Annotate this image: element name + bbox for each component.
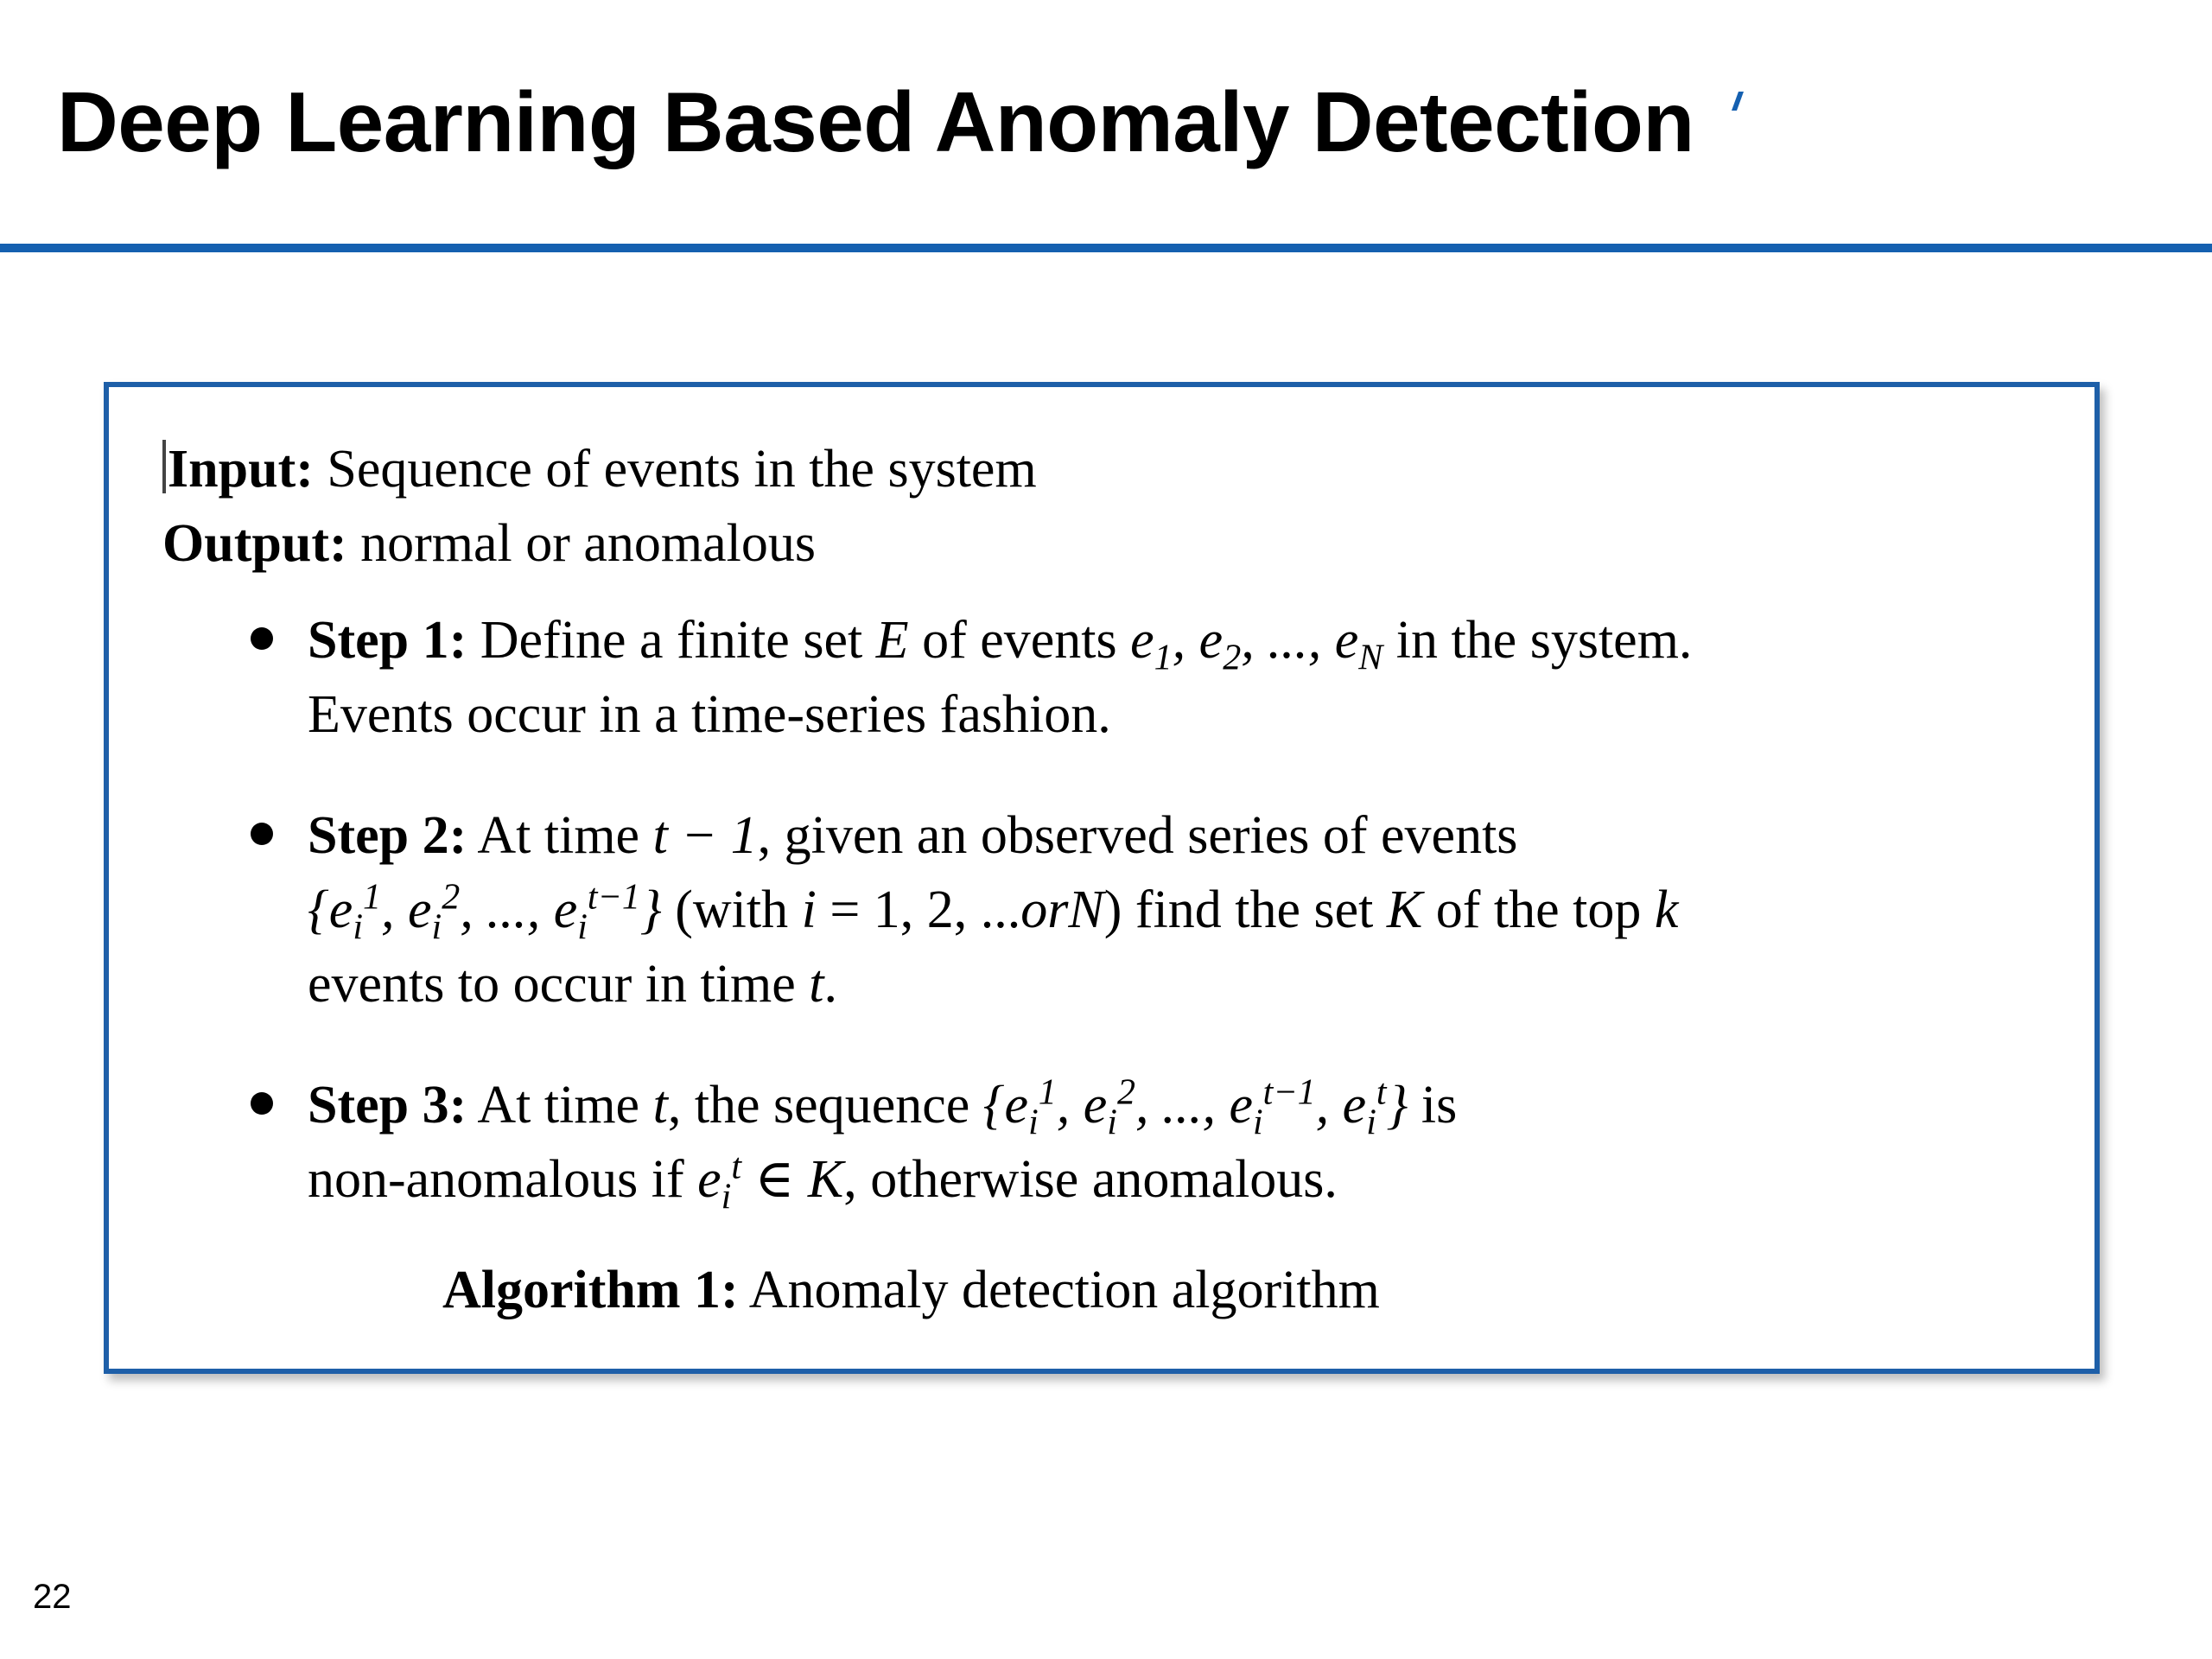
math-events: $e_1$, $e_2$, ..., $e_N$ [1130, 611, 1383, 678]
bullet-icon [251, 823, 273, 845]
title-divider [0, 244, 2212, 252]
math-series: {$e_i^1$, $e_i^2$, ..., $e_i^{t-1}$} [308, 877, 662, 948]
step-item-3 [308, 1068, 2063, 1217]
step-item-1 [308, 603, 2063, 752]
step-text: is [1421, 1076, 1458, 1135]
output-label: Output: [162, 514, 347, 573]
text-cursor [162, 440, 166, 493]
step-label: Step 1: [308, 611, 467, 670]
step-text: At time [477, 1076, 640, 1135]
math-with-clause: (with i = 1, 2, ...orN) [675, 880, 1122, 939]
math-sequence: {$e_i^1$, $e_i^2$, ..., $e_i^{t-1}$, $e_i^t$} [982, 1072, 1408, 1143]
input-line [162, 432, 2063, 506]
step-text: , otherwise anomalous. [843, 1150, 1338, 1209]
input-text: Sequence of events in the system [327, 440, 1037, 499]
step-label: Step 3: [308, 1076, 467, 1135]
output-line [162, 506, 2063, 581]
math-set-e: E [875, 611, 909, 670]
math-top-k: k [1654, 880, 1679, 939]
math-condition: $e_i^t$ ∈ K [697, 1147, 844, 1217]
step-text: in the system. [1395, 611, 1693, 670]
step-text: non-anomalous if [308, 1150, 684, 1209]
caption-label: Algorithm 1: [442, 1261, 739, 1319]
bullet-icon [251, 627, 273, 650]
title-mark [1732, 92, 1744, 111]
output-text: normal or anomalous [360, 514, 816, 573]
step-text: of events [922, 611, 1117, 670]
slide-title: Deep Learning Based Anomaly Detection [57, 74, 1694, 169]
step-item-2 [308, 798, 2063, 1021]
step-text: Define a finite set [480, 611, 863, 670]
step-list [162, 603, 2063, 1217]
bullet-icon [251, 1092, 273, 1115]
step-text: At time [477, 806, 640, 865]
step-text: , given an observed series of events [757, 806, 1518, 865]
step-text: , the sequence [667, 1076, 970, 1135]
step-text: . [823, 955, 837, 1014]
algorithm-content [162, 432, 2063, 1263]
math-time: t [652, 1076, 668, 1135]
step-text: find the set [1135, 880, 1374, 939]
math-time: t [809, 955, 824, 1014]
step-label: Step 2: [308, 806, 467, 865]
caption-text: Anomaly detection algorithm [748, 1261, 1380, 1319]
math-time-prev: t − 1 [652, 806, 758, 865]
algorithm-box [104, 382, 2100, 1374]
step-text: of the top [1435, 880, 1642, 939]
step-text: events to occur in time [308, 955, 796, 1014]
page-number: 22 [33, 1578, 72, 1616]
algorithm-caption [109, 1253, 2094, 1327]
math-set-k: K [1386, 880, 1423, 939]
input-label: Input: [168, 440, 314, 499]
step-text: Events occur in a time-series fashion. [308, 685, 1111, 744]
